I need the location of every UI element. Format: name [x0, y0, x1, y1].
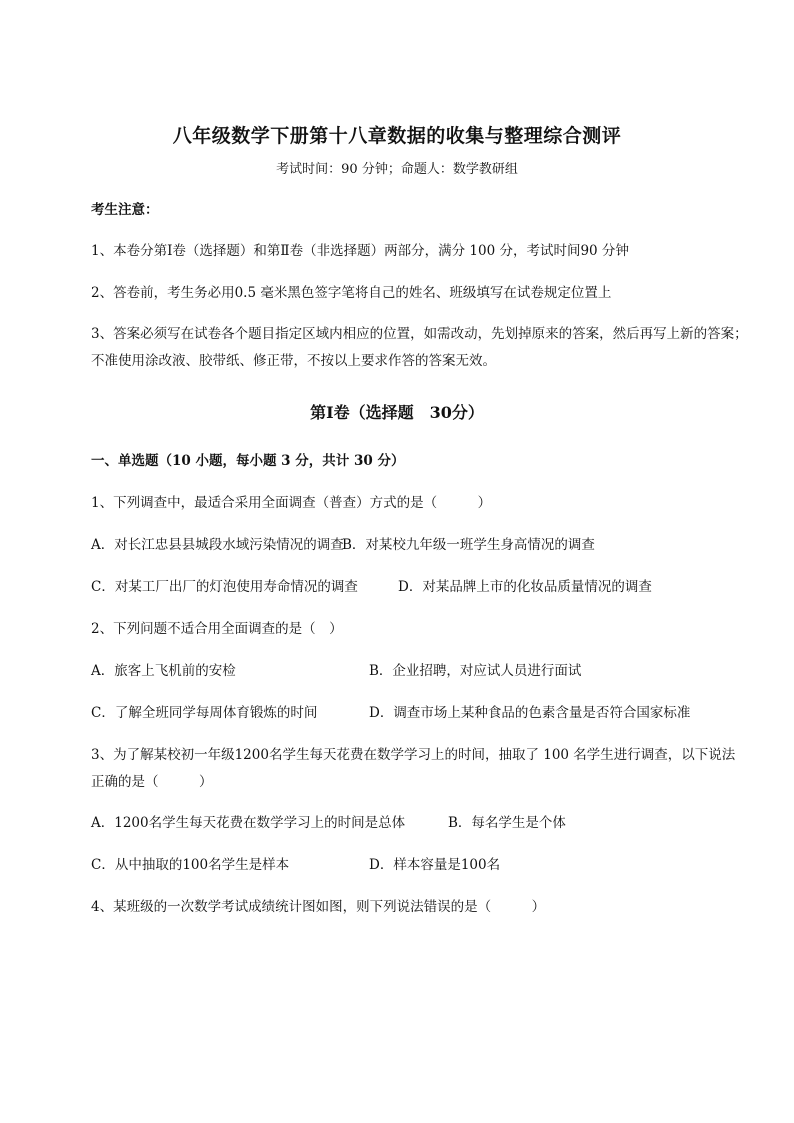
- question-2-option-c: C．了解全班同学每周体育锻炼的时间: [91, 705, 318, 721]
- notice-heading: 考生注意：: [91, 202, 159, 218]
- question-3-option-d: D．样本容量是100名: [369, 857, 501, 873]
- question-1-option-a: A．对长江忠县县城段水域污染情况的调查: [91, 537, 344, 553]
- question-1-stem: 1、下列调查中，最适合采用全面调查（普查）方式的是（ ）: [91, 495, 492, 511]
- section-title: 第Ⅰ卷（选择题 30分）: [310, 403, 484, 422]
- notice-item-1: 1、本卷分第Ⅰ卷（选择题）和第Ⅱ卷（非选择题）两部分，满分 100 分，考试时间90 分钟: [91, 243, 629, 259]
- question-2-option-d: D．调查市场上某种食品的色素含量是否符合国家标准: [369, 705, 691, 721]
- question-1-option-c: C．对某工厂出厂的灯泡使用寿命情况的调查: [91, 579, 358, 595]
- page-title: 八年级数学下册第十八章数据的收集与整理综合测评: [172, 125, 622, 147]
- part-heading: 一、单选题（10 小题，每小题 3 分，共计 30 分）: [91, 453, 405, 469]
- question-4-stem: 4、某班级的一次数学考试成绩统计图如图，则下列说法错误的是（ ）: [91, 899, 546, 915]
- question-3-option-b: B．每名学生是个体: [448, 815, 566, 831]
- notice-item-2: 2、答卷前，考生务必用0.5 毫米黑色签字笔将自己的姓名、班级填写在试卷规定位置上: [91, 285, 612, 301]
- question-3-option-a: A．1200名学生每天花费在数学学习上的时间是总体: [91, 815, 406, 831]
- question-1-option-d: D．对某品牌上市的化妆品质量情况的调查: [398, 579, 652, 595]
- question-2-option-a: A．旅客上飞机前的安检: [91, 663, 236, 679]
- question-3-stem: 3、为了解某校初一年级1200名学生每天花费在数学学习上的时间，抽取了 100 名学生进行调查，以下说法正确的是（ ）: [91, 747, 736, 790]
- exam-subtitle: 考试时间：90 分钟；命题人：数学教研组: [276, 162, 518, 177]
- question-2-stem: 2、下列问题不适合用全面调查的是（ ）: [91, 621, 343, 637]
- notice-item-3: 3、答案必须写在试卷各个题目指定区域内相应的位置，如需改动，先划掉原来的答案，然后再写上新的答案；不准使用涂改液、胶带纸、修正带，不按以上要求作答的答案无效。: [91, 326, 748, 369]
- question-3-option-c: C．从中抽取的100名学生是样本: [91, 857, 290, 873]
- question-2-option-b: B．企业招聘，对应试人员进行面试: [369, 663, 582, 679]
- question-1-option-b: B．对某校九年级一班学生身高情况的调查: [342, 537, 595, 553]
